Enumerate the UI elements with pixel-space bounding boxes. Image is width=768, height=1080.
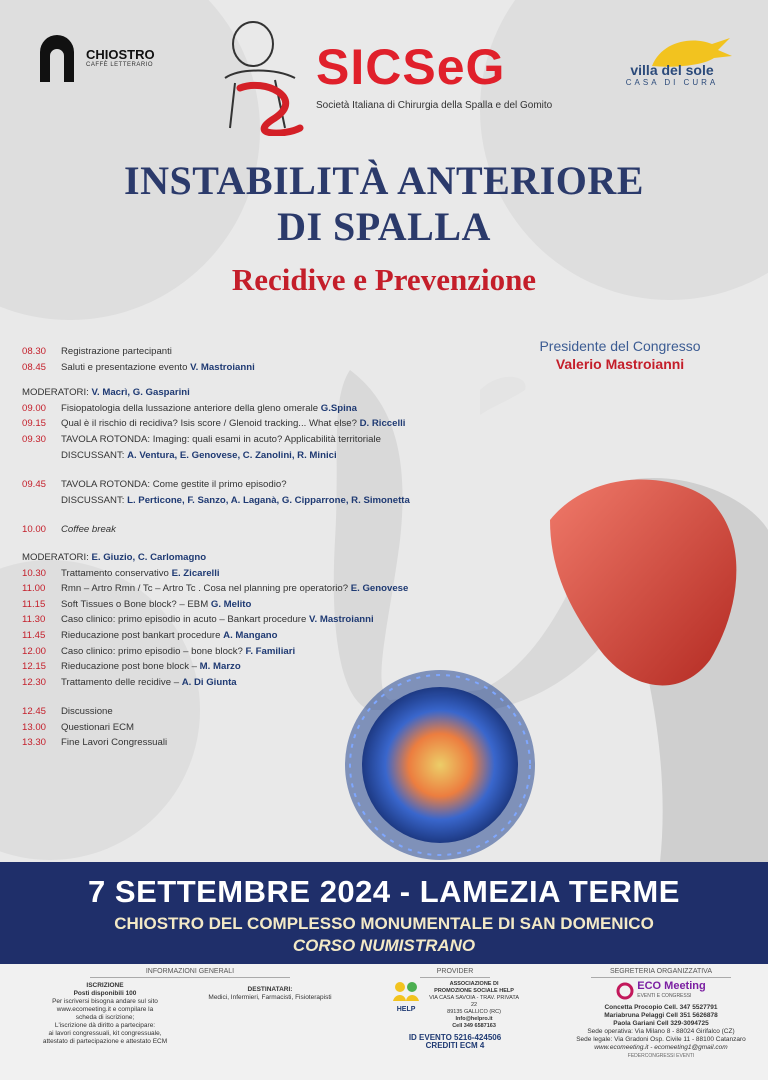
program-text: Fine Lavori Congressuali xyxy=(61,737,168,749)
ecomeeting-logo xyxy=(566,981,756,1000)
posti-disponibili: Posti disponibili 100 xyxy=(73,990,137,997)
provider-address: 89135 GALLICO (RC) xyxy=(447,1009,501,1015)
program-row xyxy=(22,659,442,675)
help-logo-text: HELP xyxy=(396,1006,416,1013)
event-banner xyxy=(0,862,768,964)
program-text: Caso clinico: primo episodio in acuto – Bankart procedure xyxy=(61,614,309,626)
segreteria-block xyxy=(566,968,756,1060)
program-text: Coffee break xyxy=(61,524,116,536)
moderators xyxy=(22,550,442,566)
program-speaker: E. Genovese xyxy=(350,583,409,595)
program-time: 12.30 xyxy=(22,676,47,688)
program-row xyxy=(22,566,442,582)
program-time: 08.30 xyxy=(22,346,47,357)
moderators-names: V. Macrì, G. Gasparini xyxy=(91,387,190,399)
id-evento: ID EVENTO 5216-424506 xyxy=(408,1033,502,1042)
discussant-row xyxy=(22,493,442,509)
program-row xyxy=(22,735,442,751)
title-line-1: INSTABILITÀ ANTERIORE xyxy=(124,158,644,203)
villa-name: villa del sole xyxy=(630,62,714,78)
program-time: 13.00 xyxy=(22,721,47,733)
program-text: Rieducazione post bone block – xyxy=(61,661,200,673)
provider-org: PROMOZIONE SOCIALE HELP xyxy=(434,988,514,994)
provider-org: ASSOCIAZIONE DI xyxy=(449,981,499,987)
contact-line: Paola Gariani Cell 329-3094725 xyxy=(613,1020,709,1027)
program-time: 12.00 xyxy=(22,645,47,657)
program-speaker: G. Melito xyxy=(210,598,252,610)
sicseg-name: SICSeG xyxy=(316,39,506,95)
program-time: 09.00 xyxy=(22,402,47,414)
program-text: Rieducazione post bankart procedure xyxy=(61,629,224,641)
program-row xyxy=(22,704,442,720)
program-text: Rmn – Artro Rmn / Tc – Artro Tc . Cosa nel planning pre operatorio? xyxy=(61,583,351,595)
program-row xyxy=(22,675,442,691)
ecomeeting-sub: EVENTI E CONGRESSI xyxy=(637,993,692,999)
program-row xyxy=(22,720,442,736)
footer-info xyxy=(30,968,350,981)
program-row xyxy=(22,644,442,660)
program-row xyxy=(22,597,442,613)
program-time: 12.15 xyxy=(22,661,47,673)
program-time: 12.45 xyxy=(22,706,47,718)
program-time: 10.30 xyxy=(22,567,47,579)
help-people-icon xyxy=(391,981,421,1003)
ecomeeting-name: ECO Meeting xyxy=(637,980,706,992)
program-speaker: V. Mastroianni xyxy=(190,361,255,373)
president-block xyxy=(520,338,720,372)
program-text: Saluti e presentazione evento xyxy=(61,361,191,373)
program-speaker: D. Riccelli xyxy=(359,418,406,430)
title-line-2: DI SPALLA xyxy=(277,204,491,249)
info-heading: INFORMAZIONI GENERALI xyxy=(90,968,290,978)
iscrizione-title: ISCRIZIONE xyxy=(86,982,124,989)
chiostro-sub: CAFFÈ LETTERARIO xyxy=(86,62,154,68)
program-text: Qual è il rischio di recidiva? Isis score / Glenoid tracking... What else? xyxy=(61,418,360,430)
contact-line: Concetta Procopio Cell. 347 5527791 xyxy=(604,1004,718,1011)
moderators xyxy=(22,385,442,401)
event-date-location: 7 SETTEMBRE 2024 - LAMEZIA TERME xyxy=(88,874,680,909)
discussant-label: DISCUSSANT: xyxy=(61,494,128,506)
destinatari-block xyxy=(200,986,340,1002)
destinatari-text: Medici, Infermieri, Farmacisti, Fisioterapisti xyxy=(208,994,332,1001)
sicseg-logo xyxy=(316,39,553,111)
provider-block xyxy=(390,968,520,1050)
program-list xyxy=(22,344,442,751)
moderators-label: MODERATORI: xyxy=(22,387,92,399)
villa-sub: CASA DI CURA xyxy=(625,78,719,87)
program-speaker: V. Mastroianni xyxy=(308,614,374,626)
president-role: Presidente del Congresso xyxy=(539,338,701,354)
program-time: 11.15 xyxy=(22,598,46,610)
program-row xyxy=(22,401,442,417)
sicseg-tagline: Società Italiana di Chirurgia della Spalla e del Gomito xyxy=(316,100,553,111)
contact-web: www.ecomeeting.it - ecomeeting1@gmail.com xyxy=(594,1044,728,1051)
iscrizione-block xyxy=(30,982,180,1046)
program-text: TAVOLA ROTONDA: Imaging: quali esami in acuto? Applicabilità territoriale xyxy=(61,433,381,445)
program-speaker: E. Zicarelli xyxy=(171,567,220,579)
contact-line: Sede operativa: Via Milano 8 - 88024 Girifalco (CZ) xyxy=(587,1028,735,1035)
program-time: 09.15 xyxy=(22,418,47,430)
program-time: 09.45 xyxy=(22,479,47,491)
ecomeeting-swirl-icon xyxy=(616,982,634,1000)
program-text: Fisiopatologia della lussazione anteriore della gleno omerale xyxy=(61,402,321,414)
provider-heading: PROVIDER xyxy=(420,968,490,978)
segreteria-heading: SEGRETERIA ORGANIZZATIVA xyxy=(591,968,731,978)
program-row xyxy=(22,416,442,432)
program-time: 11.30 xyxy=(22,614,46,626)
destinatari-title: DESTINATARI: xyxy=(247,986,293,993)
program-text: Questionari ECM xyxy=(61,721,135,733)
event-street: CORSO NUMISTRANO xyxy=(292,936,476,955)
discussant-row xyxy=(22,448,442,464)
program-row xyxy=(22,432,442,448)
program-time: 13.30 xyxy=(22,737,47,749)
iscrizione-line: ai lavori congressuali, kit congressuale, xyxy=(48,1030,162,1037)
event-venue: CHIOSTRO DEL COMPLESSO MONUMENTALE DI SAN DOMENICO xyxy=(114,914,654,933)
program-speaker: A. Di Giunta xyxy=(181,676,237,688)
provider-address: VIA CASA SAVOIA - TRAV. PRIVATA 22 xyxy=(429,995,520,1008)
program-text: Soft Tissues o Bone block? – EBM xyxy=(61,598,211,610)
chiostro-arch-icon xyxy=(36,34,78,82)
contact-line: Sede legale: Via Gradoni Osp. Civile 11 - 88100 Catanzaro xyxy=(576,1036,746,1043)
discussant-names: L. Perticone, F. Sanzo, A. Laganà, G. Cipparrone, R. Simonetta xyxy=(127,494,410,506)
iscrizione-line: scheda di iscrizione; xyxy=(75,1014,135,1021)
federcongressi-logo: FEDERCONGRESSI EVENTI xyxy=(627,1053,695,1059)
provider-phone: Cell 349 6587163 xyxy=(452,1023,496,1029)
villa-del-sole-logo xyxy=(612,36,732,87)
program-time: 11.45 xyxy=(22,629,46,641)
program-row xyxy=(22,628,442,644)
chiostro-logo xyxy=(36,34,155,82)
program-row xyxy=(22,344,442,360)
program-text: TAVOLA ROTONDA: Come gestite il primo episodio? xyxy=(61,479,287,491)
program-speaker: M. Marzo xyxy=(199,661,241,673)
chiostro-name: CHIOSTRO xyxy=(86,47,155,62)
program-text: Discussione xyxy=(61,706,113,718)
iscrizione-line: www.ecomeeting.it e compilare la xyxy=(56,1006,154,1013)
program-row xyxy=(22,477,442,493)
iscrizione-line: L'iscrizione dà diritto a partecipare: xyxy=(54,1022,156,1029)
program-text: Registrazione partecipanti xyxy=(61,346,172,357)
discussant-names: A. Ventura, E. Genovese, C. Zanolini, R. Minici xyxy=(127,449,337,461)
skeleton-shoulder-icon xyxy=(205,18,310,136)
contact-line: Mariabruna Pelaggi Cell 351 5626878 xyxy=(604,1012,718,1019)
program-speaker: G.Spina xyxy=(320,402,357,414)
discussant-label: DISCUSSANT: xyxy=(61,449,128,461)
program-row xyxy=(22,612,442,628)
president-name: Valerio Mastroianni xyxy=(555,356,685,372)
program-speaker: F. Familiari xyxy=(245,645,296,657)
help-logo xyxy=(390,981,422,1014)
program-text: Trattamento conservativo xyxy=(61,567,172,579)
subtitle: Recidive e Prevenzione xyxy=(231,262,537,297)
program-time: 08.45 xyxy=(22,361,47,373)
program-speaker: A. Mangano xyxy=(223,629,278,641)
program-row xyxy=(22,581,442,597)
program-time: 11.00 xyxy=(22,583,46,595)
crediti-ecm: CREDITI ECM 4 xyxy=(425,1041,485,1050)
program-time: 10.00 xyxy=(22,524,47,536)
program-row xyxy=(22,522,442,538)
moderators-label: MODERATORI: xyxy=(22,551,92,563)
provider-email: Info@helpro.it xyxy=(455,1016,493,1022)
moderators-names: E. Giuzio, C. Carlomagno xyxy=(91,551,207,563)
iscrizione-line: attestato di partecipazione e attestato ECM xyxy=(42,1038,168,1045)
program-row xyxy=(22,360,442,376)
program-time: 09.30 xyxy=(22,433,47,445)
footer xyxy=(0,964,768,1080)
program-text: Trattamento delle recidive – xyxy=(61,676,182,688)
iscrizione-line: Per iscriversi bisogna andare sul sito xyxy=(52,998,158,1005)
program-text: Caso clinico: primo episodio – bone block? xyxy=(61,645,246,657)
